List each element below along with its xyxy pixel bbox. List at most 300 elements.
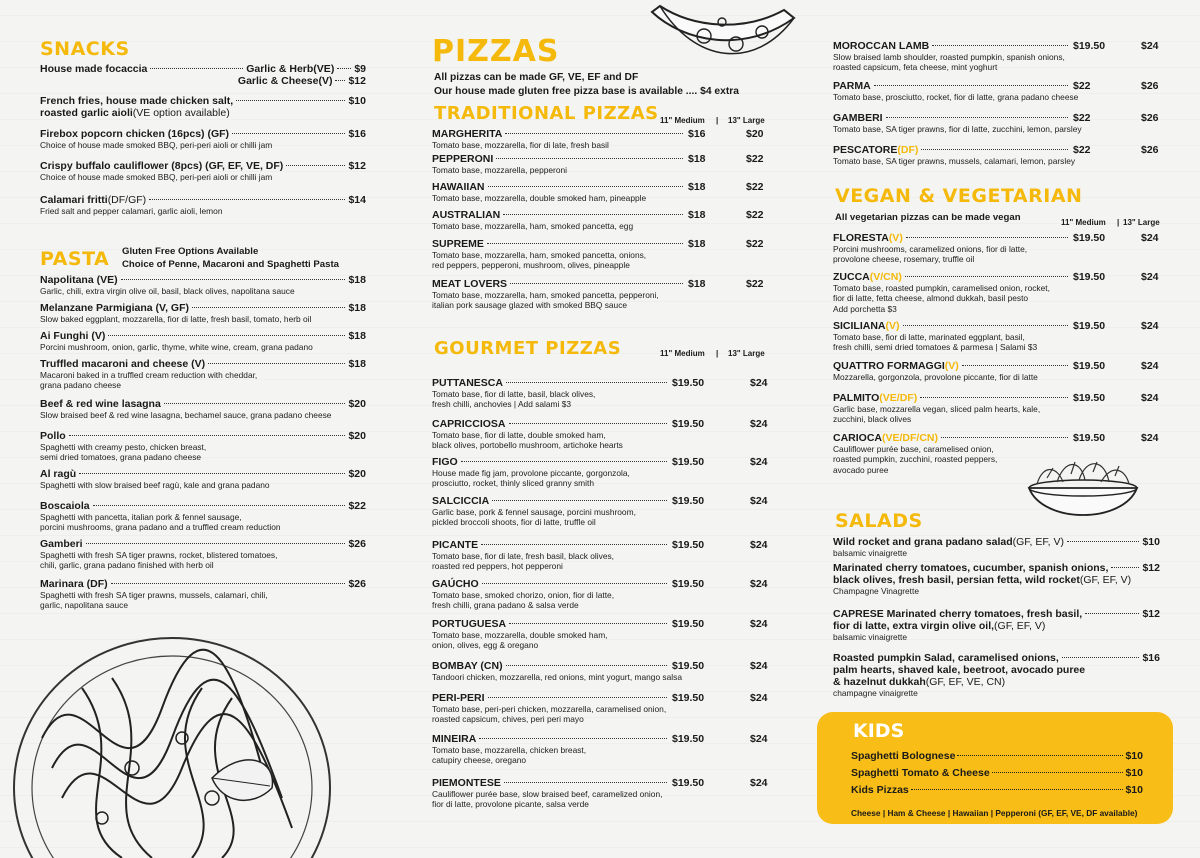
large-price: $26 bbox=[1141, 80, 1159, 92]
item-row bbox=[432, 128, 686, 140]
item-price: $12 bbox=[1142, 608, 1160, 620]
kids-pizza-options: Cheese | Ham & Cheese | Hawaiian | Pepperoni (GF, EF, VE, DF available) bbox=[851, 808, 1138, 818]
medium-price: $18 bbox=[688, 209, 706, 221]
large-price: $22 bbox=[746, 209, 764, 221]
item-name: MEAT LOVERS bbox=[432, 278, 508, 290]
menu-item-pizza bbox=[833, 320, 1160, 353]
medium-price: $19.50 bbox=[672, 418, 705, 430]
leader-dots bbox=[492, 500, 667, 501]
item-tag: (V) bbox=[885, 320, 900, 332]
item-row bbox=[833, 676, 1160, 688]
item-row bbox=[40, 398, 366, 410]
leader-dots bbox=[911, 789, 1124, 790]
large-price: $24 bbox=[750, 418, 768, 430]
item-tag: (DF/GF) bbox=[107, 194, 147, 206]
item-name: Boscaiola bbox=[40, 500, 90, 512]
menu-item-firebox bbox=[40, 128, 366, 150]
item-row bbox=[432, 456, 670, 468]
item-row bbox=[833, 112, 1071, 124]
item-name: CARIOCA bbox=[833, 432, 882, 444]
large-price: $24 bbox=[1141, 232, 1159, 244]
menu-item-pizza bbox=[432, 660, 772, 682]
menu-item-pasta bbox=[40, 398, 366, 420]
menu-item-pasta bbox=[40, 274, 366, 296]
leader-dots bbox=[920, 397, 1068, 398]
item-description: Tomato base, mozzarella, ham, smoked pancetta, onions, red peppers, pepperoni, mushroom, olives, pineapple bbox=[432, 250, 647, 271]
item-price: $18 bbox=[348, 274, 366, 286]
item-name: CAPRESE Marinated cherry tomatoes, fresh basil, bbox=[833, 608, 1083, 620]
menu-item-pizza bbox=[432, 578, 772, 611]
leader-dots bbox=[1062, 657, 1140, 658]
item-price: $26 bbox=[348, 578, 366, 590]
item-name: PUTTANESCA bbox=[432, 377, 503, 389]
item-description: Tomato base, mozzarella, ham, smoked pancetta, pepperoni, italian pork sausage glazed with smoked BBQ sauce bbox=[432, 290, 659, 311]
item-row bbox=[432, 418, 670, 430]
snacks-heading: SNACKS bbox=[40, 38, 130, 60]
large-price: $24 bbox=[1141, 360, 1159, 372]
menu-item-pizza bbox=[432, 153, 772, 175]
item-row bbox=[40, 302, 366, 314]
item-description: Tomato base, roasted pumpkin, caramelised onion, rocket, fior di latte, fetta cheese, almond dukkah, basil pesto Add porchetta $3 bbox=[833, 283, 1050, 314]
item-description: Tomato base, fior di latte, double smoked ham, black olives, portobello mushroom, artichoke hearts bbox=[432, 430, 623, 451]
item-row bbox=[432, 660, 670, 672]
item-name: Beef & red wine lasagna bbox=[40, 398, 161, 410]
item-price: $10 bbox=[1125, 750, 1143, 762]
leader-dots bbox=[921, 149, 1068, 150]
item-row bbox=[432, 238, 686, 250]
item-description: Tomato base, SA tiger prawns, fior di latte, zucchini, lemon, parsley bbox=[833, 124, 1082, 134]
medium-price: $22 bbox=[1073, 144, 1091, 156]
item-price: $10 bbox=[348, 95, 366, 107]
item-name: PEPPERONI bbox=[432, 153, 494, 165]
item-description: Slow braised lamb shoulder, roasted pumpkin, spanish onions, roasted capsicum, feta cheese, mint yoghurt bbox=[833, 52, 1065, 73]
kids-item bbox=[851, 784, 1143, 796]
menu-item-pasta bbox=[40, 578, 366, 611]
menu-item-pizza bbox=[432, 539, 772, 572]
item-price: $20 bbox=[348, 468, 366, 480]
leader-dots bbox=[121, 279, 346, 280]
item-option: Garlic & Herb(VE) bbox=[246, 63, 335, 75]
item-name: French fries, house made chicken salt, bbox=[40, 95, 234, 107]
item-tag: (V) bbox=[944, 360, 959, 372]
large-price: $20 bbox=[746, 128, 764, 140]
item-description: balsamic vinaigrette bbox=[833, 548, 908, 558]
medium-price: $22 bbox=[1073, 80, 1091, 92]
item-row bbox=[432, 153, 686, 165]
large-price: $22 bbox=[746, 181, 764, 193]
item-description: Spaghetti with fresh SA tiger prawns, rocket, blistered tomatoes, chili, garlic, grana padano finished with herb oil bbox=[40, 550, 278, 571]
pizzas-note-line: Our house made gluten free pizza base is available .... $4 extra bbox=[434, 86, 740, 97]
menu-item-pasta bbox=[40, 358, 366, 391]
item-row bbox=[833, 562, 1160, 574]
item-name: MOROCCAN LAMB bbox=[833, 40, 930, 52]
large-price: $24 bbox=[1141, 320, 1159, 332]
medium-price: $19.50 bbox=[1073, 271, 1106, 283]
item-description: Tomato base, mozzarella, chicken breast, catupiry cheese, oregano bbox=[432, 745, 587, 766]
medium-price: $19.50 bbox=[1073, 392, 1106, 404]
item-name: Crispy buffalo cauliflower (8pcs) (GF, EF, VE, DF) bbox=[40, 160, 284, 172]
item-row bbox=[833, 144, 1071, 156]
medium-price: $19.50 bbox=[672, 692, 705, 704]
item-description: Garlic base, mozzarella vegan, sliced palm hearts, kale, zucchini, black olives bbox=[833, 404, 1041, 425]
item-name: roasted garlic aioli bbox=[40, 107, 133, 119]
menu-item-pizza bbox=[432, 418, 772, 451]
item-name: Marinated cherry tomatoes, cucumber, spanish onions, bbox=[833, 562, 1109, 574]
item-name: MARGHERITA bbox=[432, 128, 503, 140]
leader-dots bbox=[509, 423, 667, 424]
medium-price: $19.50 bbox=[672, 578, 705, 590]
item-row bbox=[40, 468, 366, 480]
leader-dots bbox=[488, 697, 667, 698]
item-price: $10 bbox=[1125, 767, 1143, 779]
medium-price: $18 bbox=[688, 238, 706, 250]
item-row bbox=[432, 209, 686, 221]
leader-dots bbox=[482, 583, 667, 584]
item-description: balsamic vinaigrette bbox=[833, 632, 908, 642]
item-row bbox=[432, 181, 686, 193]
pizzas-heading: PIZZAS bbox=[432, 34, 560, 69]
medium-price: $19.50 bbox=[1073, 40, 1106, 52]
menu-item-pasta bbox=[40, 430, 366, 463]
item-description: Tandoori chicken, mozzarella, red onions, mint yogurt, mango salsa bbox=[432, 672, 682, 682]
medium-price: $18 bbox=[688, 278, 706, 290]
item-name: House made focaccia bbox=[40, 63, 148, 75]
item-tag: (GF, EF, VE, CN) bbox=[925, 676, 1006, 688]
item-tag: (VE/DF) bbox=[879, 392, 918, 404]
item-name: PIEMONTESE bbox=[432, 777, 501, 789]
kids-heading: KIDS bbox=[853, 720, 905, 742]
item-description: Tomato base, fior di latte, basil, black olives, fresh chilli, anchovies | Add salami $3 bbox=[432, 389, 596, 410]
item-row bbox=[40, 500, 366, 512]
item-price: $16 bbox=[1142, 652, 1160, 664]
item-price: $10 bbox=[1142, 536, 1160, 548]
item-row bbox=[432, 377, 670, 389]
item-name: fior di latte, extra virgin olive oil, bbox=[833, 620, 995, 632]
item-description: Mozzarella, gorgonzola, provolone piccante, fior di latte bbox=[833, 372, 1038, 382]
item-price: $10 bbox=[1125, 784, 1143, 796]
item-name: MINEIRA bbox=[432, 733, 477, 745]
item-description: Garlic, chili, extra virgin olive oil, basil, black olives, napolitana sauce bbox=[40, 286, 295, 296]
large-price: $24 bbox=[750, 377, 768, 389]
leader-dots bbox=[335, 80, 345, 81]
item-description: Tomato base, mozzarella, double smoked ham, pineapple bbox=[432, 193, 647, 203]
item-name: FIGO bbox=[432, 456, 458, 468]
leader-dots bbox=[164, 403, 346, 404]
menu-item-pasta bbox=[40, 538, 366, 571]
large-price: $26 bbox=[1141, 144, 1159, 156]
item-description: House made fig jam, provolone piccante, gorgonzola, prosciutto, rocket, thinly sliced granny smith bbox=[432, 468, 630, 489]
menu-item-pasta bbox=[40, 468, 366, 490]
leader-dots bbox=[111, 583, 346, 584]
menu-item-pizza bbox=[833, 40, 1160, 73]
leader-dots bbox=[232, 133, 345, 134]
salad-bowl-illustration bbox=[1023, 454, 1143, 526]
item-row bbox=[833, 360, 1071, 372]
leader-dots bbox=[503, 214, 683, 215]
item-description: Cauliflower purée base, slow braised beef, caramelized onion, fior di latte, provolone picante, salsa verde bbox=[432, 789, 663, 810]
item-name: & hazelnut dukkah bbox=[833, 676, 926, 688]
large-size-header: 13" Large bbox=[728, 116, 765, 125]
item-description: Spaghetti with pancetta, italian pork & fennel sausage, porcini mushrooms, grana padano and a truffled cream reduction bbox=[40, 512, 281, 533]
leader-dots bbox=[1085, 613, 1139, 614]
item-row bbox=[833, 620, 1160, 632]
leader-dots bbox=[461, 461, 667, 462]
item-row bbox=[833, 536, 1160, 548]
kids-item bbox=[851, 750, 1143, 762]
leader-dots bbox=[510, 283, 683, 284]
medium-price: $19.50 bbox=[1073, 320, 1106, 332]
item-name: Roasted pumpkin Salad, caramelised onions, bbox=[833, 652, 1059, 664]
medium-price: $19.50 bbox=[672, 777, 705, 789]
pasta-note-line: Choice of Penne, Macaroni and Spaghetti Pasta bbox=[122, 259, 339, 270]
menu-item-pasta bbox=[40, 302, 366, 324]
item-name: Spaghetti Tomato & Cheese bbox=[851, 767, 990, 779]
menu-item-pizza bbox=[432, 618, 772, 651]
gourmet-pizzas-heading: GOURMET PIZZAS bbox=[434, 338, 622, 359]
item-name: Spaghetti Bolognese bbox=[851, 750, 956, 762]
item-price: $22 bbox=[348, 500, 366, 512]
large-price: $22 bbox=[746, 153, 764, 165]
medium-price: $19.50 bbox=[672, 456, 705, 468]
item-name: PALMITO bbox=[833, 392, 880, 404]
medium-price: $19.50 bbox=[1073, 360, 1106, 372]
item-description: Tomato base, SA tiger prawns, mussels, calamari, lemon, parsley bbox=[833, 156, 1076, 166]
pasta-note bbox=[122, 245, 339, 271]
item-row bbox=[432, 777, 670, 789]
large-price: $24 bbox=[750, 660, 768, 672]
item-name: Wild rocket and grana padano salad bbox=[833, 536, 1013, 548]
leader-dots bbox=[286, 165, 345, 166]
item-name: Kids Pizzas bbox=[851, 784, 909, 796]
item-option: Garlic & Cheese(V) bbox=[237, 75, 333, 87]
leader-dots bbox=[506, 382, 667, 383]
medium-price: $19.50 bbox=[672, 618, 705, 630]
item-price: $20 bbox=[348, 398, 366, 410]
item-tag: (DF) bbox=[897, 144, 919, 156]
item-description: Macaroni baked in a truffled cream reduction with cheddar, grana padano cheese bbox=[40, 370, 258, 391]
menu-item-salad bbox=[833, 652, 1160, 698]
item-description: Tomato base, smoked chorizo, onion, fior di latte, fresh chilli, grana padano & salsa verde bbox=[432, 590, 615, 611]
medium-price: $19.50 bbox=[672, 377, 705, 389]
pasta-heading: PASTA bbox=[40, 248, 110, 270]
item-row bbox=[833, 40, 1071, 52]
menu-item-pizza bbox=[432, 238, 772, 271]
item-price: $9 bbox=[354, 63, 366, 75]
item-tag: (V) bbox=[888, 232, 903, 244]
pizzas-notes bbox=[434, 71, 739, 99]
item-name: HAWAIIAN bbox=[432, 181, 485, 193]
menu-item-pizza bbox=[833, 232, 1160, 265]
large-price: $24 bbox=[750, 539, 768, 551]
leader-dots bbox=[86, 543, 346, 544]
item-row bbox=[833, 664, 1160, 676]
leader-dots bbox=[962, 365, 1068, 366]
large-price: $22 bbox=[746, 278, 764, 290]
large-price: $24 bbox=[750, 692, 768, 704]
left-column bbox=[40, 0, 366, 848]
leader-dots bbox=[1067, 541, 1140, 542]
item-name: FLORESTA bbox=[833, 232, 889, 244]
large-price: $24 bbox=[1141, 271, 1159, 283]
item-row bbox=[432, 733, 670, 745]
item-name: BOMBAY (CN) bbox=[432, 660, 503, 672]
item-row bbox=[432, 618, 670, 630]
item-description: Spaghetti with slow braised beef ragù, kale and grana padano bbox=[40, 480, 270, 490]
medium-price: $22 bbox=[1073, 112, 1091, 124]
item-tag: (GF, EF, V) bbox=[1079, 574, 1132, 586]
item-tag: (GF, EF, V) bbox=[994, 620, 1046, 632]
leader-dots bbox=[481, 544, 667, 545]
menu-item-pizza bbox=[432, 278, 772, 311]
menu-item-salad bbox=[833, 608, 1160, 642]
menu-item-pizza bbox=[833, 271, 1160, 314]
large-size-header: 13" Large bbox=[1123, 218, 1160, 227]
menu-item-pizza bbox=[833, 112, 1160, 134]
pizzas-note-line: All pizzas can be made GF, VE, EF and DF bbox=[434, 72, 639, 83]
item-row bbox=[432, 539, 670, 551]
menu-item-pizza bbox=[432, 456, 772, 489]
item-description: Tomato base, prosciutto, rocket, fior di latte, grana padano cheese bbox=[833, 92, 1079, 102]
item-row bbox=[432, 578, 670, 590]
menu-item-pizza bbox=[833, 80, 1160, 102]
pasta-note-line: Gluten Free Options Available bbox=[122, 246, 259, 257]
menu-item-pasta bbox=[40, 500, 366, 533]
menu-item-pasta bbox=[40, 330, 366, 352]
item-name: PARMA bbox=[833, 80, 871, 92]
size-separator: | bbox=[1117, 218, 1120, 227]
leader-dots bbox=[506, 665, 667, 666]
item-name: SUPREME bbox=[432, 238, 484, 250]
item-description: Tomato base, fior di latte, marinated eggplant, basil, fresh chilli, semi dried tomatoes & parmesa | Salami $3 bbox=[833, 332, 1038, 353]
menu-item-calamari bbox=[40, 194, 366, 216]
menu-item-pizza bbox=[833, 392, 1160, 425]
medium-price: $19.50 bbox=[1073, 432, 1106, 444]
item-row bbox=[833, 574, 1160, 586]
item-row bbox=[833, 608, 1160, 620]
menu-item-pizza bbox=[432, 128, 772, 150]
large-price: $26 bbox=[1141, 112, 1159, 124]
leader-dots bbox=[192, 307, 345, 308]
leader-dots bbox=[874, 85, 1068, 86]
item-description: Porcini mushrooms, caramelized onions, fior di latte, provolone cheese, rosemary, truffle oil bbox=[833, 244, 1028, 265]
item-name: CAPRICCIOSA bbox=[432, 418, 506, 430]
leader-dots bbox=[208, 363, 345, 364]
item-tag: (VE/DF/CN) bbox=[882, 432, 938, 444]
menu-item-pizza bbox=[432, 692, 772, 725]
item-row bbox=[833, 271, 1071, 283]
menu-item-salad bbox=[833, 536, 1160, 558]
item-description: Tomato base, mozzarella, pepperoni bbox=[432, 165, 568, 175]
item-name: ZUCCA bbox=[833, 271, 870, 283]
item-row bbox=[432, 278, 686, 290]
large-price: $24 bbox=[1141, 392, 1159, 404]
pizza-slice-illustration bbox=[644, 2, 804, 74]
size-separator: | bbox=[716, 349, 719, 358]
menu-item-pizza bbox=[432, 495, 772, 528]
item-price: $12 bbox=[348, 160, 366, 172]
traditional-pizzas-heading: TRADITIONAL PIZZAS bbox=[434, 103, 659, 124]
item-row bbox=[40, 430, 366, 442]
item-tag: (V/CN) bbox=[869, 271, 902, 283]
menu-item-pizza bbox=[833, 360, 1160, 382]
leader-dots bbox=[236, 100, 345, 101]
medium-price: $16 bbox=[688, 128, 706, 140]
item-description: Choice of house made smoked BBQ, peri-peri aioli or chilli jam bbox=[40, 140, 273, 150]
menu-item-pizza bbox=[432, 209, 772, 231]
item-description: Tomato base, mozzarella, ham, smoked pancetta, egg bbox=[432, 221, 634, 231]
item-name: Al ragù bbox=[40, 468, 77, 480]
large-price: $22 bbox=[746, 238, 764, 250]
leader-dots bbox=[108, 335, 345, 336]
medium-size-header: 11" Medium bbox=[1061, 218, 1106, 227]
middle-column bbox=[432, 0, 772, 848]
item-name: PERI-PERI bbox=[432, 692, 485, 704]
item-description: Tomato base, fior di late, fresh basil, black olives, roasted red peppers, hot pepperoni bbox=[432, 551, 615, 572]
menu-item-fries bbox=[40, 95, 366, 119]
item-row bbox=[40, 358, 366, 370]
medium-price: $19.50 bbox=[1073, 232, 1106, 244]
leader-dots bbox=[992, 772, 1124, 773]
item-name: Pollo bbox=[40, 430, 66, 442]
item-name: SICILIANA bbox=[833, 320, 886, 332]
item-name: AUSTRALIAN bbox=[432, 209, 501, 221]
item-description: Garlic base, pork & fennel sausage, porcini mushroom, pickled broccoli shoots, fior di latte, truffle oil bbox=[432, 507, 636, 528]
leader-dots bbox=[479, 738, 667, 739]
item-name: PORTUGUESA bbox=[432, 618, 507, 630]
leader-dots bbox=[941, 437, 1068, 438]
item-row bbox=[40, 330, 366, 342]
item-name: GAÚCHO bbox=[432, 578, 479, 590]
item-row bbox=[432, 495, 670, 507]
pasta-bowl-illustration bbox=[2, 618, 342, 858]
leader-dots bbox=[93, 505, 346, 506]
item-tag: (GF, EF, V) bbox=[1012, 536, 1064, 548]
leader-dots bbox=[150, 68, 243, 69]
item-description: Porcini mushroom, onion, garlic, thyme, white wine, cream, grana padano bbox=[40, 342, 313, 352]
size-separator: | bbox=[716, 116, 719, 125]
item-row bbox=[833, 320, 1071, 332]
item-row bbox=[833, 80, 1071, 92]
leader-dots bbox=[1111, 567, 1139, 568]
large-price: $24 bbox=[750, 777, 768, 789]
item-row bbox=[833, 232, 1071, 244]
item-name: Melanzane Parmigiana (V, GF) bbox=[40, 302, 189, 314]
large-size-header: 13" Large bbox=[728, 349, 765, 358]
item-price: $18 bbox=[348, 302, 366, 314]
item-note: (VE option available) bbox=[132, 107, 230, 119]
item-description: champagne vinaigrette bbox=[833, 688, 918, 698]
leader-dots bbox=[932, 45, 1068, 46]
item-name: Marinara (DF) bbox=[40, 578, 108, 590]
item-row bbox=[432, 692, 670, 704]
item-name: Calamari fritti bbox=[40, 194, 108, 206]
large-price: $24 bbox=[750, 495, 768, 507]
salads-heading: SALADS bbox=[835, 510, 923, 532]
item-row bbox=[40, 578, 366, 590]
item-price: $18 bbox=[348, 330, 366, 342]
medium-size-header: 11" Medium bbox=[660, 349, 705, 358]
item-name: palm hearts, shaved kale, beetroot, avocado puree bbox=[833, 664, 1086, 676]
leader-dots bbox=[496, 158, 683, 159]
item-description: Tomato base, peri-peri chicken, mozzarella, caramelised onion, roasted capsicum, chives, peri peri mayo bbox=[432, 704, 667, 725]
item-name: black olives, fresh basil, persian fetta, wild rocket bbox=[833, 574, 1080, 586]
medium-price: $19.50 bbox=[672, 539, 705, 551]
leader-dots bbox=[903, 325, 1069, 326]
large-price: $24 bbox=[750, 618, 768, 630]
menu-item-pizza bbox=[432, 377, 772, 410]
medium-price: $18 bbox=[688, 153, 706, 165]
leader-dots bbox=[504, 782, 667, 783]
